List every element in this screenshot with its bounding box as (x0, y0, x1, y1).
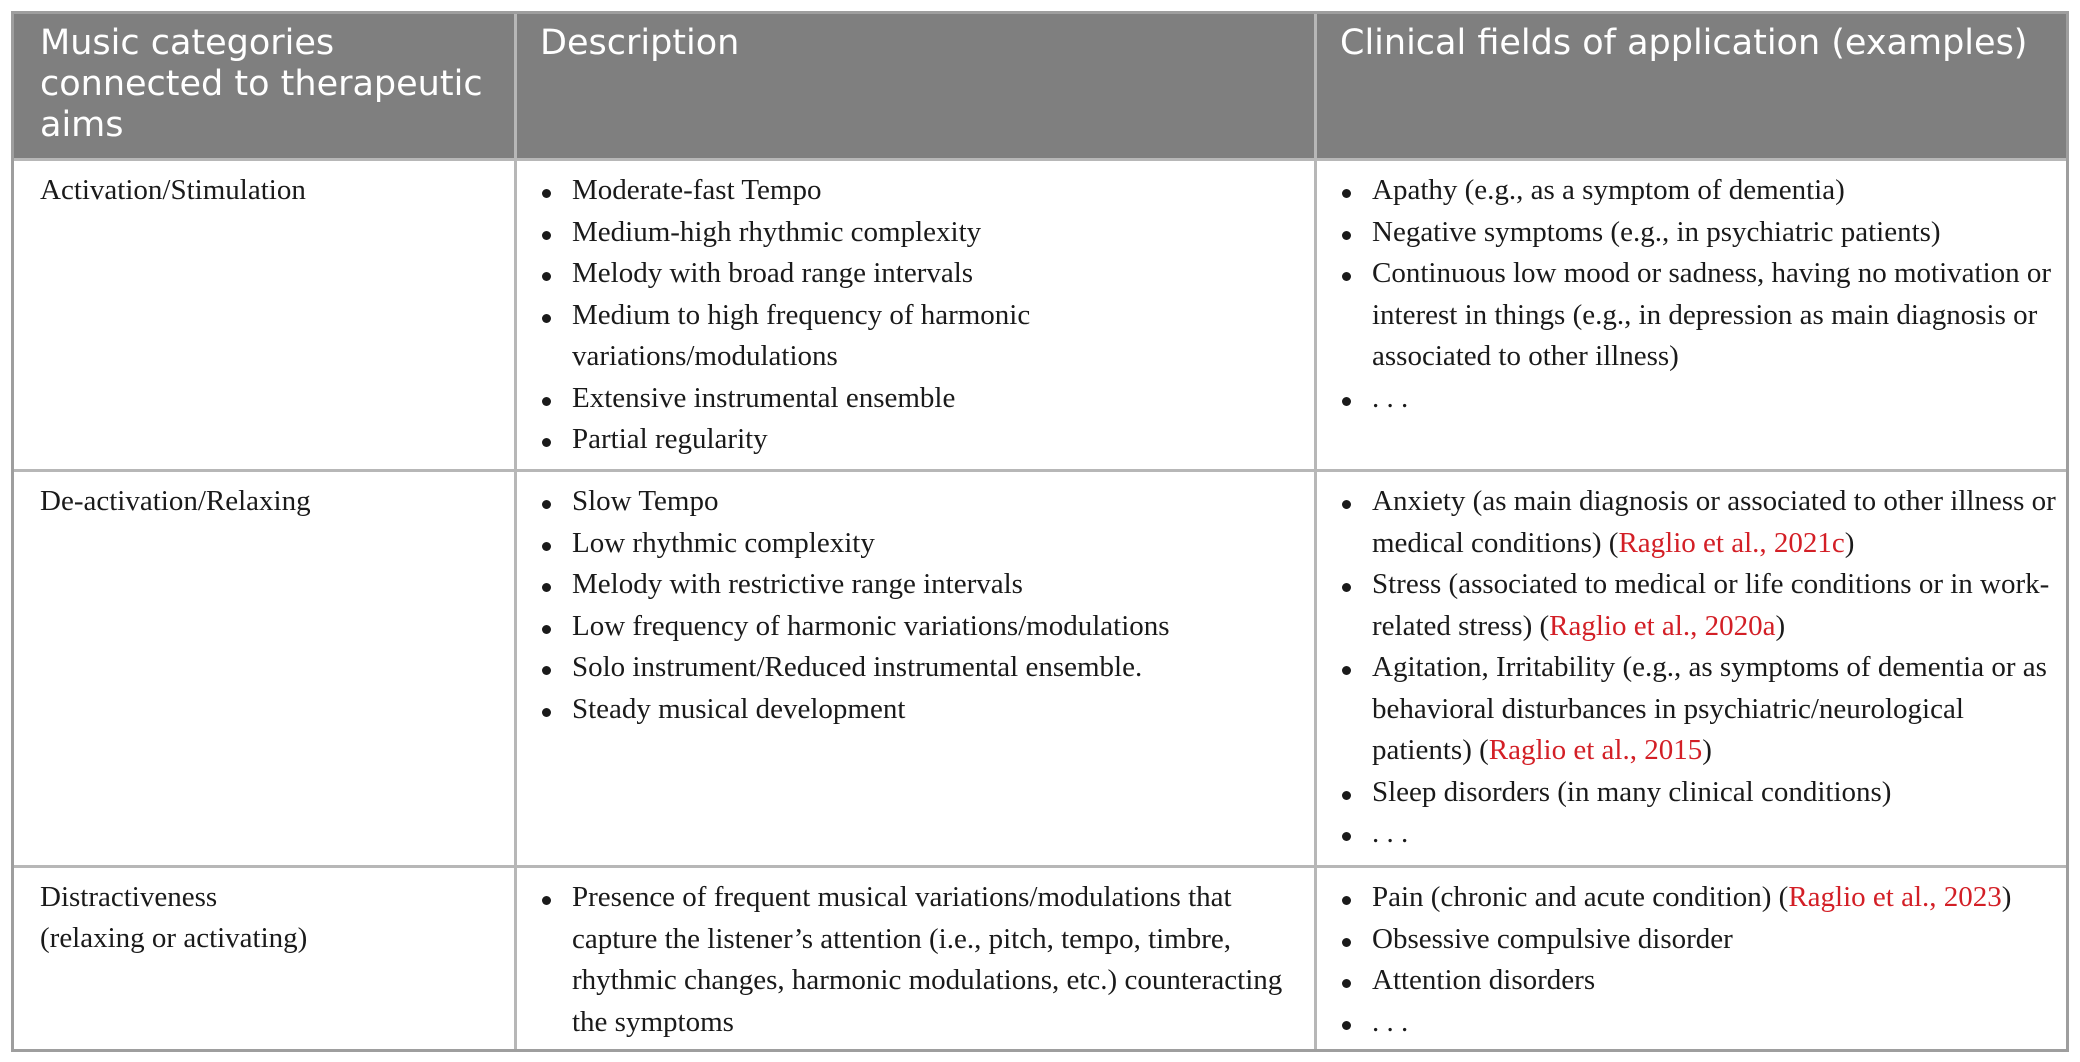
citation-link[interactable]: Raglio et al., 2015 (1488, 734, 1703, 766)
header-music-categories: Music categories connected to therapeutic aims (40, 23, 483, 145)
list-item (1340, 564, 2060, 647)
header-clinical-fields: Clinical fields of application (examples) (1340, 23, 2028, 63)
item-text: Stress (associated to medical or life conditions or in work-related stress) ( (1372, 568, 2050, 642)
citation-link[interactable]: Raglio et al., 2023 (1788, 881, 2002, 913)
therapeutic-music-table (11, 11, 2069, 1052)
list-item: Steady musical development (540, 689, 1300, 731)
citation-link[interactable]: Raglio et al., 2021c (1618, 526, 1845, 559)
column-divider (1314, 14, 1317, 1049)
list-item: Low rhythmic complexity (540, 523, 1300, 565)
list-item: Extensive instrumental ensemble (540, 378, 1300, 420)
list-item: . . . (1340, 813, 2060, 855)
list-item: Obsessive compulsive disorder (1340, 919, 2060, 961)
item-text-end: ) (1844, 526, 1855, 559)
description-list (540, 481, 1300, 730)
category-cell: Distractiveness (relaxing or activating) (40, 881, 308, 954)
list-item: . . . (1340, 1002, 2060, 1044)
list-item: Continuous low mood or sadness, having no motivation or interest in things (e.g., in depression as main diagnosis or associated to other illness) (1340, 253, 2060, 378)
list-item: Apathy (e.g., as a symptom of dementia) (1340, 170, 2060, 212)
applications-list (1340, 170, 2060, 419)
list-item: Negative symptoms (e.g., in psychiatric patients) (1340, 212, 2060, 254)
applications-list (1340, 481, 2060, 855)
description-list (540, 877, 1300, 1043)
list-item: Solo instrument/Reduced instrumental ensemble. (540, 647, 1300, 689)
row-divider (14, 158, 2066, 161)
item-text: Agitation, Irritability (e.g., as symptoms of dementia or as behavioral disturbances in psychiatric/neurological patients) ( (1372, 651, 2047, 766)
list-item: Melody with broad range intervals (540, 253, 1300, 295)
applications-list (1340, 877, 2060, 1043)
item-text: Pain (chronic and acute condition) ( (1372, 881, 1789, 913)
list-item: . . . (1340, 378, 2060, 420)
citation-link[interactable]: Raglio et al., 2020a (1549, 609, 1776, 642)
item-text-end: ) (1775, 609, 1786, 642)
list-item (1340, 647, 2060, 772)
list-item: Moderate-fast Tempo (540, 170, 1300, 212)
item-text: Anxiety (as main diagnosis or associated to other illness or medical conditions) ( (1372, 485, 2056, 559)
list-item: Attention disorders (1340, 960, 2060, 1002)
item-text-end: ) (2001, 881, 2012, 913)
list-item: Presence of frequent musical variations/modulations that capture the listener’s attention (i.e., pitch, tempo, timbre, rhythmic changes, harmonic modulations, etc.) counteracting the symptoms (540, 877, 1300, 1043)
row-divider (14, 865, 2066, 868)
list-item (1340, 877, 2060, 919)
list-item: Melody with restrictive range intervals (540, 564, 1300, 606)
description-list (540, 170, 1300, 461)
row-divider (14, 469, 2066, 472)
column-divider (514, 14, 517, 1049)
list-item: Low frequency of harmonic variations/modulations (540, 606, 1300, 648)
category-cell: De-activation/Relaxing (40, 485, 311, 517)
list-item: Sleep disorders (in many clinical conditions) (1340, 772, 2060, 814)
list-item (1340, 481, 2060, 564)
item-text-end: ) (1702, 734, 1712, 766)
category-cell: Activation/Stimulation (40, 174, 306, 206)
list-item: Partial regularity (540, 419, 1300, 461)
header-description: Description (540, 23, 740, 63)
list-item: Slow Tempo (540, 481, 1300, 523)
table-header (14, 14, 2066, 158)
list-item: Medium to high frequency of harmonic variations/modulations (540, 295, 1300, 378)
list-item: Medium-high rhythmic complexity (540, 212, 1300, 254)
